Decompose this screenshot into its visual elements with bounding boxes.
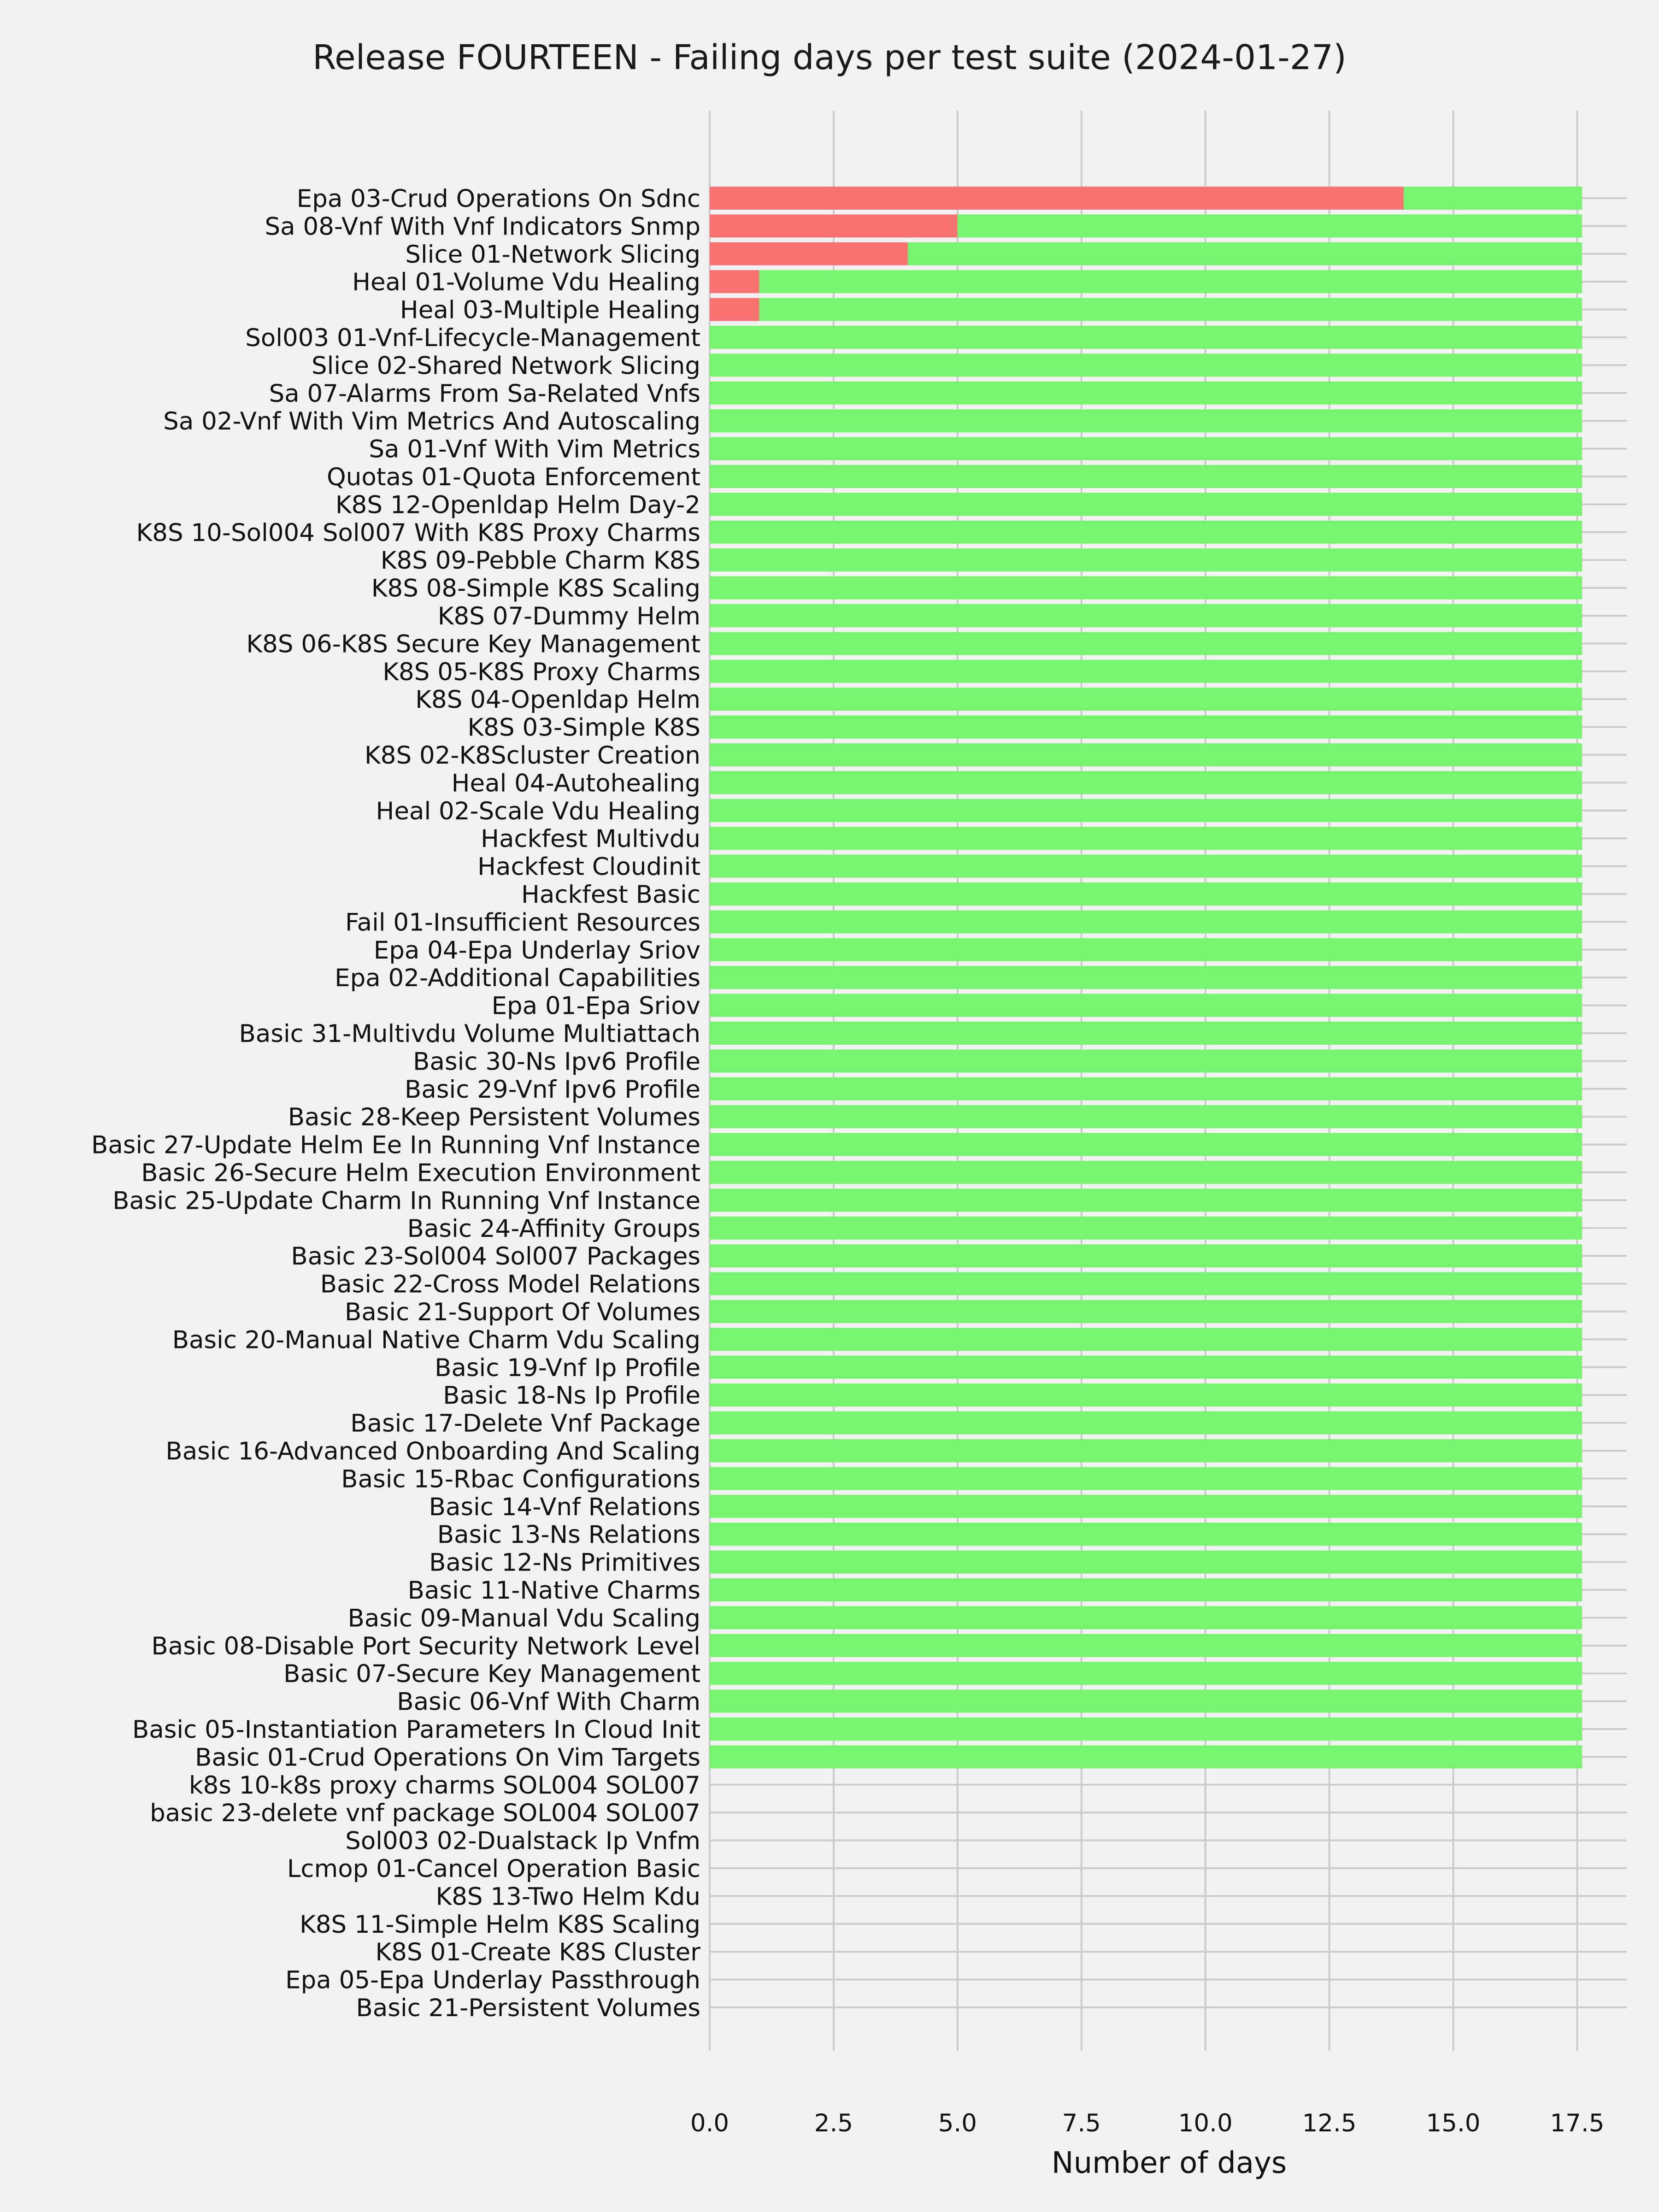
y-tick-label: Hackfest Cloudinit	[477, 853, 700, 881]
y-tick-label: Basic 16-Advanced Onboarding And Scaling	[165, 1437, 700, 1465]
bar-passing	[710, 1551, 1582, 1574]
bar-passing	[710, 493, 1582, 516]
bar-passing	[710, 799, 1582, 822]
bar-passing	[908, 242, 1582, 265]
y-tick-label: Epa 02-Additional Capabilities	[335, 964, 700, 993]
bars	[710, 187, 1582, 1768]
bar-passing	[710, 1745, 1582, 1768]
y-tick-label: Basic 08-Disable Port Security Network Level	[151, 1632, 700, 1660]
y-tick-label: Basic 06-Vnf With Charm	[397, 1688, 700, 1716]
bar-passing	[710, 910, 1582, 933]
y-tick-label: Heal 02-Scale Vdu Healing	[376, 797, 700, 825]
bar-passing	[710, 1578, 1582, 1601]
bar-passing	[710, 1105, 1582, 1128]
y-tick-label: Basic 26-Secure Helm Execution Environment	[141, 1159, 700, 1187]
y-tick-label: Basic 21-Support Of Volumes	[344, 1298, 700, 1326]
bar-passing	[710, 437, 1582, 460]
y-tick-label: Hackfest Basic	[521, 881, 700, 909]
bar-passing	[710, 1217, 1582, 1240]
y-tick-label: Basic 24-Affinity Groups	[407, 1214, 700, 1243]
bar-passing	[710, 521, 1582, 544]
y-tick-label: Sol003 02-Dualstack Ip Vnfm	[345, 1827, 700, 1855]
bar-passing	[710, 938, 1582, 961]
bar-passing	[710, 465, 1582, 488]
bar-passing	[710, 771, 1582, 794]
y-tick-label: Basic 28-Keep Persistent Volumes	[288, 1103, 700, 1132]
y-tick-label: Basic 30-Ns Ipv6 Profile	[413, 1047, 700, 1076]
x-axis-label: Number of days	[1051, 2146, 1287, 2180]
y-tick-label: Heal 04-Autohealing	[451, 769, 700, 798]
bar-passing	[710, 1188, 1582, 1212]
y-tick-label: K8S 07-Dummy Helm	[437, 602, 700, 630]
bar-passing	[710, 827, 1582, 850]
y-tick-label: Basic 09-Manual Vdu Scaling	[347, 1604, 700, 1633]
bar-passing	[710, 1272, 1582, 1295]
bar-passing	[710, 1383, 1582, 1406]
y-tick-label: Hackfest Multivdu	[481, 825, 700, 853]
y-tick-label: Sol003 01-Vnf-Lifecycle-Management	[245, 324, 700, 352]
x-tick-label: 17.5	[1550, 2109, 1605, 2137]
bar-passing	[710, 716, 1582, 739]
bar-passing	[710, 1133, 1582, 1156]
x-tick-label: 2.5	[814, 2109, 853, 2137]
bar-passing	[710, 1439, 1582, 1462]
y-tick-label: Basic 01-Crud Operations On Vim Targets	[195, 1743, 700, 1772]
bar-passing	[710, 688, 1582, 711]
y-tick-label: Epa 05-Epa Underlay Passthrough	[285, 1966, 700, 1994]
y-tick-label: Basic 29-Vnf Ipv6 Profile	[405, 1075, 700, 1104]
bar-passing	[710, 1690, 1582, 1713]
y-tick-label: K8S 11-Simple Helm K8S Scaling	[300, 1910, 700, 1939]
bar-passing	[710, 1412, 1582, 1435]
y-tick-label: Basic 27-Update Helm Ee In Running Vnf Instance	[91, 1131, 700, 1159]
y-tick-label: Heal 03-Multiple Healing	[400, 296, 700, 324]
x-tick-label: 5.0	[938, 2109, 977, 2137]
y-tick-label: Basic 14-Vnf Relations	[429, 1493, 700, 1521]
y-tick-label: K8S 13-Two Helm Kdu	[435, 1883, 700, 1911]
bar-passing	[710, 1244, 1582, 1267]
x-tick-label: 15.0	[1426, 2109, 1481, 2137]
y-tick-label: Basic 07-Secure Key Management	[283, 1660, 700, 1688]
bar-passing	[759, 270, 1583, 293]
y-tick-label: K8S 09-Pebble Charm K8S	[380, 547, 700, 575]
y-tick-label: Basic 12-Ns Primitives	[429, 1548, 700, 1577]
y-tick-label: K8S 03-Simple K8S	[467, 713, 700, 742]
y-tick-label: Sa 08-Vnf With Vnf Indicators Snmp	[265, 212, 700, 241]
y-tick-label: Basic 20-Manual Native Charm Vdu Scaling	[172, 1326, 700, 1354]
y-tick-label: Slice 01-Network Slicing	[405, 240, 700, 269]
y-tick-label: Basic 15-Rbac Configurations	[341, 1465, 700, 1494]
bar-passing	[710, 1161, 1582, 1184]
y-tick-label: Epa 04-Epa Underlay Sriov	[373, 936, 700, 965]
bar-passing	[710, 966, 1582, 989]
x-tick-label: 0.0	[690, 2109, 729, 2137]
bar-passing	[710, 994, 1582, 1017]
y-tick-label: Epa 01-Epa Sriov	[491, 992, 700, 1020]
bar-passing	[1404, 187, 1582, 210]
bar-passing	[710, 548, 1582, 571]
y-tick-label: Basic 13-Ns Relations	[437, 1521, 700, 1549]
bar-passing	[710, 409, 1582, 432]
bar-passing	[710, 353, 1582, 377]
x-tick-label: 12.5	[1302, 2109, 1357, 2137]
bar-passing	[710, 1606, 1582, 1629]
bar-failing	[710, 214, 958, 237]
y-tick-label: K8S 02-K8Scluster Creation	[365, 741, 700, 770]
y-tick-label: Fail 01-Insufficient Resources	[345, 908, 700, 937]
bar-passing	[710, 1495, 1582, 1518]
bar-passing	[710, 604, 1582, 627]
bar-failing	[710, 242, 908, 265]
bar-passing	[759, 298, 1583, 321]
x-tick-label: 10.0	[1178, 2109, 1233, 2137]
bar-passing	[710, 882, 1582, 906]
y-tick-label: K8S 06-K8S Secure Key Management	[246, 630, 700, 659]
x-tick-label: 7.5	[1062, 2109, 1101, 2137]
bar-passing	[710, 1662, 1582, 1685]
bar-passing	[710, 1077, 1582, 1100]
y-tick-label: Basic 25-Update Charm In Running Vnf Instance	[112, 1187, 700, 1215]
y-tick-label: K8S 10-Sol004 Sol007 With K8S Proxy Charms	[136, 518, 700, 547]
y-tick-label: K8S 01-Create K8S Cluster	[375, 1938, 700, 1967]
y-tick-label: Basic 05-Instantiation Parameters In Cloud Init	[132, 1716, 700, 1744]
y-tick-label: Epa 03-Crud Operations On Sdnc	[296, 185, 700, 213]
bar-failing	[710, 270, 759, 293]
y-tick-label: Basic 11-Native Charms	[407, 1577, 700, 1605]
y-tick-label: K8S 12-Openldap Helm Day-2	[335, 491, 700, 519]
y-tick-label: k8s 10-k8s proxy charms SOL004 SOL007	[188, 1771, 700, 1800]
y-tick-label: K8S 08-Simple K8S Scaling	[371, 574, 700, 603]
y-tick-label: basic 23-delete vnf package SOL004 SOL007	[150, 1799, 700, 1828]
y-tick-label: Basic 23-Sol004 Sol007 Packages	[291, 1242, 700, 1271]
bar-passing	[710, 382, 1582, 405]
y-tick-label: Quotas 01-Quota Enforcement	[327, 463, 700, 491]
y-tick-label: Sa 02-Vnf With Vim Metrics And Autoscaling	[163, 407, 700, 436]
bar-passing	[710, 1356, 1582, 1379]
bar-passing	[710, 326, 1582, 349]
y-tick-label: Heal 01-Volume Vdu Healing	[352, 268, 700, 297]
bar-passing	[710, 1049, 1582, 1072]
y-tick-label: Basic 17-Delete Vnf Package	[350, 1409, 700, 1438]
y-tick-label: Sa 01-Vnf With Vim Metrics	[369, 435, 700, 464]
y-tick-label: Basic 18-Ns Ip Profile	[443, 1382, 700, 1410]
bar-passing	[710, 743, 1582, 766]
y-tick-label: Basic 19-Vnf Ip Profile	[435, 1353, 700, 1382]
bar-passing	[710, 632, 1582, 655]
y-tick-label: Basic 21-Persistent Volumes	[356, 1994, 700, 2022]
bar-passing	[710, 660, 1582, 683]
y-tick-label: K8S 05-K8S Proxy Charms	[382, 658, 700, 686]
y-tick-label: Basic 22-Cross Model Relations	[320, 1270, 700, 1299]
bar-passing	[710, 1022, 1582, 1045]
bar-passing	[710, 1300, 1582, 1323]
bar-passing	[710, 1467, 1582, 1490]
bar-passing	[710, 855, 1582, 878]
bar-passing	[710, 1634, 1582, 1657]
bar-failing	[710, 298, 759, 321]
bar-passing	[710, 1523, 1582, 1546]
bar-passing	[710, 1328, 1582, 1351]
bar-passing	[710, 1718, 1582, 1741]
y-tick-label: Basic 31-Multivdu Volume Multiattach	[239, 1020, 700, 1048]
bar-passing	[958, 214, 1582, 237]
y-tick-label: Lcmop 01-Cancel Operation Basic	[287, 1855, 700, 1883]
bar-passing	[710, 577, 1582, 600]
bar-failing	[710, 187, 1404, 210]
chart-title: Release FOURTEEN - Failing days per test suite (2024-01-27)	[312, 38, 1347, 77]
y-tick-label: Slice 02-Shared Network Slicing	[311, 352, 700, 380]
y-tick-label: K8S 04-Openldap Helm	[415, 686, 700, 714]
y-tick-label: Sa 07-Alarms From Sa-Related Vnfs	[269, 379, 700, 408]
